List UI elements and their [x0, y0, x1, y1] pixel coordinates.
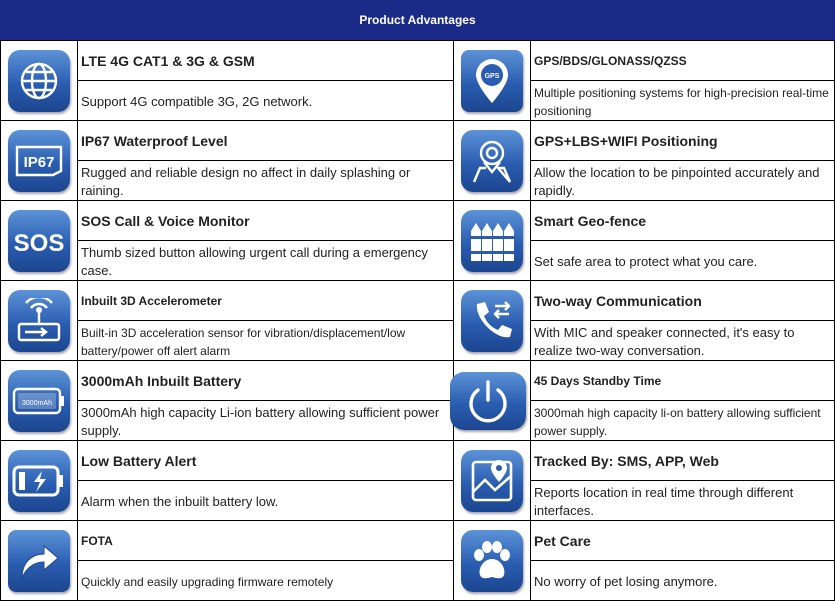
- feature-title: Low Battery Alert: [77, 440, 454, 481]
- feature-description: With MIC and speaker connected, it's easy to realize two-way conversation.: [530, 320, 835, 361]
- table-row: [0, 280, 835, 360]
- feature-description: Multiple positioning systems for high-precision real-time positioning: [530, 80, 835, 121]
- ip67-icon: [8, 130, 70, 192]
- table-row: [0, 120, 835, 200]
- table-row: [0, 360, 835, 440]
- feature-icon-cell: [0, 440, 78, 521]
- feature-description: Alarm when the inbuilt battery low.: [77, 480, 454, 521]
- upgrade-arrow-icon: [8, 530, 70, 592]
- feature-title: Smart Geo-fence: [530, 200, 835, 241]
- map-tracking-icon: [461, 450, 523, 512]
- table-row: [0, 200, 835, 280]
- feature-title: Tracked By: SMS, APP, Web: [530, 440, 835, 481]
- feature-description: Thumb sized button allowing urgent call during a emergency case.: [77, 240, 454, 281]
- sos-icon: [8, 210, 70, 272]
- table-row: [0, 440, 835, 520]
- feature-description: No worry of pet losing anymore.: [530, 560, 835, 601]
- feature-icon-cell: [0, 200, 78, 281]
- power-icon: [450, 372, 526, 430]
- feature-title: 3000mAh Inbuilt Battery: [77, 360, 454, 401]
- feature-description: Quickly and easily upgrading firmware remotely: [77, 560, 454, 601]
- feature-icon-cell: [453, 440, 531, 521]
- feature-description: Support 4G compatible 3G, 2G network.: [77, 80, 454, 121]
- feature-description: 3000mah high capacity li-on battery allowing sufficient power supply.: [530, 400, 835, 441]
- feature-title: LTE 4G CAT1 & 3G & GSM: [77, 40, 454, 81]
- feature-icon-cell: [453, 360, 531, 441]
- low-battery-icon: [8, 450, 70, 512]
- features-table: [0, 40, 835, 601]
- sos-label: SOS: [13, 229, 65, 256]
- feature-description: Allow the location to be pinpointed accurately and rapidly.: [530, 160, 835, 201]
- feature-title: FOTA: [77, 520, 454, 561]
- feature-title: 45 Days Standby Time: [530, 360, 835, 401]
- location-map-icon: [461, 130, 523, 192]
- ip67-label: IP67: [23, 153, 55, 171]
- feature-icon-cell: [0, 40, 78, 121]
- table-title: Product Advantages: [359, 13, 476, 27]
- table-header: [0, 0, 835, 40]
- feature-title: Pet Care: [530, 520, 835, 561]
- feature-description: Built-in 3D acceleration sensor for vibration/displacement/low battery/power off alert alarm: [77, 320, 454, 361]
- feature-icon-cell: [0, 120, 78, 201]
- feature-icon-cell: [453, 280, 531, 361]
- feature-icon-cell: [453, 40, 531, 121]
- phone-icon: [461, 290, 523, 352]
- battery-icon: [8, 370, 70, 432]
- fence-icon: [461, 210, 523, 272]
- accelerometer-icon: [8, 290, 70, 352]
- gps-pin-label: GPS: [484, 72, 500, 80]
- feature-icon-cell: [453, 520, 531, 601]
- feature-title: Two-way Communication: [530, 280, 835, 321]
- feature-icon-cell: [0, 360, 78, 441]
- paw-icon: [461, 530, 523, 592]
- feature-description: Rugged and reliable design no affect in daily splashing or raining.: [77, 160, 454, 201]
- feature-title: Inbuilt 3D Accelerometer: [77, 280, 454, 321]
- feature-description: Set safe area to protect what you care.: [530, 240, 835, 281]
- table-row: [0, 520, 835, 600]
- table-row: [0, 40, 835, 120]
- feature-title: GPS+LBS+WIFI Positioning: [530, 120, 835, 161]
- feature-title: IP67 Waterproof Level: [77, 120, 454, 161]
- feature-title: SOS Call & Voice Monitor: [77, 200, 454, 241]
- feature-icon-cell: [453, 200, 531, 281]
- battery-label: 3000mAh: [22, 399, 52, 407]
- gps-pin-icon: [461, 50, 523, 112]
- feature-icon-cell: [0, 520, 78, 601]
- feature-description: 3000mAh high capacity Li-ion battery allowing sufficient power supply.: [77, 400, 454, 441]
- feature-description: Reports location in real time through different interfaces.: [530, 480, 835, 521]
- globe-icon: [8, 50, 70, 112]
- feature-icon-cell: [0, 280, 78, 361]
- feature-icon-cell: [453, 120, 531, 201]
- feature-title: GPS/BDS/GLONASS/QZSS: [530, 40, 835, 81]
